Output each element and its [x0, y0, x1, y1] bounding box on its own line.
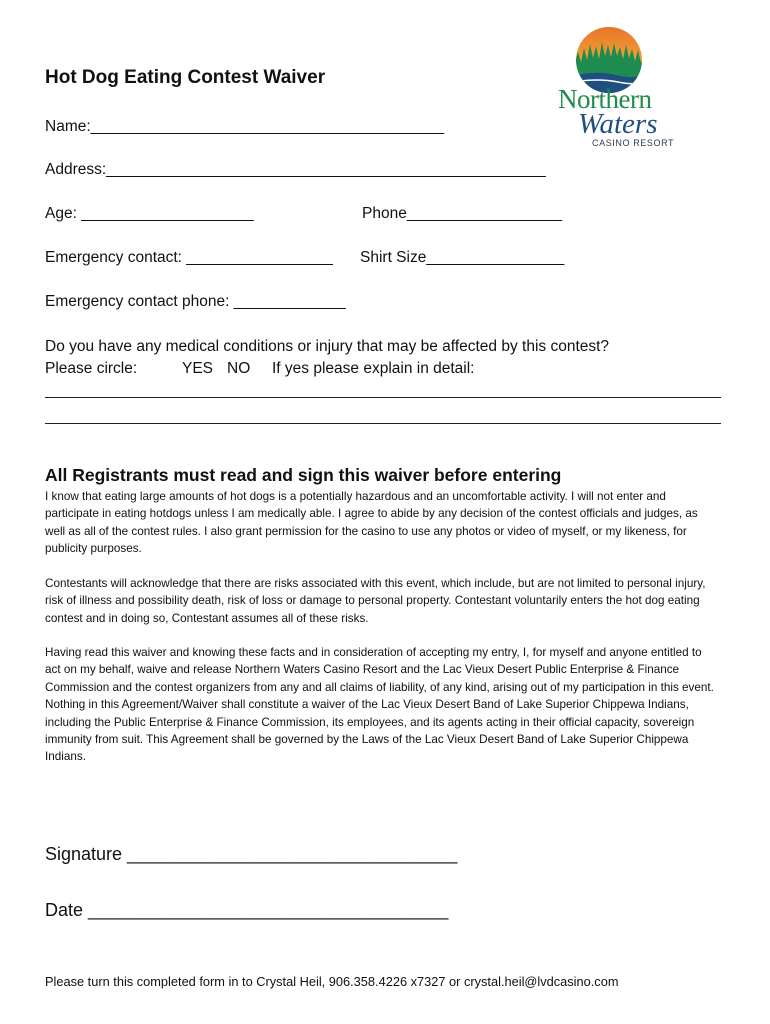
logo-text-waters: Waters [578, 108, 658, 140]
yes-option[interactable]: YES [182, 360, 214, 377]
logo-text-casino-resort: CASINO RESORT [592, 138, 675, 148]
waiver-heading: All Registrants must read and sign this waiver before entering [45, 465, 562, 485]
medical-question: Do you have any medical conditions or injury that may be affected by this contest? [45, 338, 610, 355]
name-field[interactable]: Name:_________________________________________ [45, 118, 445, 135]
emergency-phone-field[interactable]: Emergency contact phone: _____________ [45, 293, 346, 310]
logo-text-northern: Northern [558, 84, 652, 114]
waiver-paragraph-2: Contestants will acknowledge that there are risks associated with this event, which include, but are not limited to personal injury, risk of illness and possibility death, risk of loss or damage to personal property. Contestant voluntarily enters the hot dog eating contest and in doing so, Contestant assumes all of these risks. [45, 577, 706, 625]
address-field[interactable]: Address:___________________________________________________ [45, 161, 546, 178]
no-option[interactable]: NO [227, 360, 251, 377]
explain-line-2[interactable] [45, 423, 721, 424]
emergency-contact-field[interactable]: Emergency contact: _________________ [45, 249, 333, 266]
please-circle-label: Please circle: [45, 360, 138, 377]
explain-label: If yes please explain in detail: [272, 360, 475, 377]
date-field[interactable]: Date ____________________________________ [45, 900, 449, 920]
age-field[interactable]: Age: ____________________ [45, 205, 254, 222]
phone-field[interactable]: Phone__________________ [362, 205, 562, 222]
footer-instructions: Please turn this completed form in to Crystal Heil, 906.358.4226 x7327 or crystal.heil@lvdcasino.com [45, 974, 619, 989]
explain-line-1[interactable] [45, 397, 721, 398]
waiver-paragraph-1: I know that eating large amounts of hot dogs is a potentially hazardous and an uncomfortable activity. I will not enter and participate in eating hotdogs unless I am medically able. I agree to abide by any decision of the contest officials and judges, as well as all of the contest rules. I also grant permission for the casino to use any photos or video of myself, or my likeness, for publicity purposes. [45, 490, 698, 556]
form-title: Hot Dog Eating Contest Waiver [45, 67, 326, 88]
signature-field[interactable]: Signature _________________________________ [45, 844, 458, 864]
shirt-size-field[interactable]: Shirt Size________________ [360, 249, 565, 266]
waiver-paragraph-3: Having read this waiver and knowing these facts and in consideration of accepting my entry, I, for myself and anyone entitled to act on my behalf, waive and release Northern Waters Casino Resort and the Lac Vieux Desert Public Enterprise & Finance Commission and the contest organizers from any and all claims of liability, of any kind, arising out of my participation in this event. Nothing in this Agreement/Waiver shall constitute a waiver of the Lac Vieux Desert Band of Lake Superior Chippewa Indians, including the Public Enterprise & Finance Commission, its employees, and its agents acting in their official capacity, sovereign immunity from suit. This Agreement shall be governed by the Laws of the Lac Vieux Desert Band of Lake Superior Chippewa Indians. [45, 646, 714, 764]
